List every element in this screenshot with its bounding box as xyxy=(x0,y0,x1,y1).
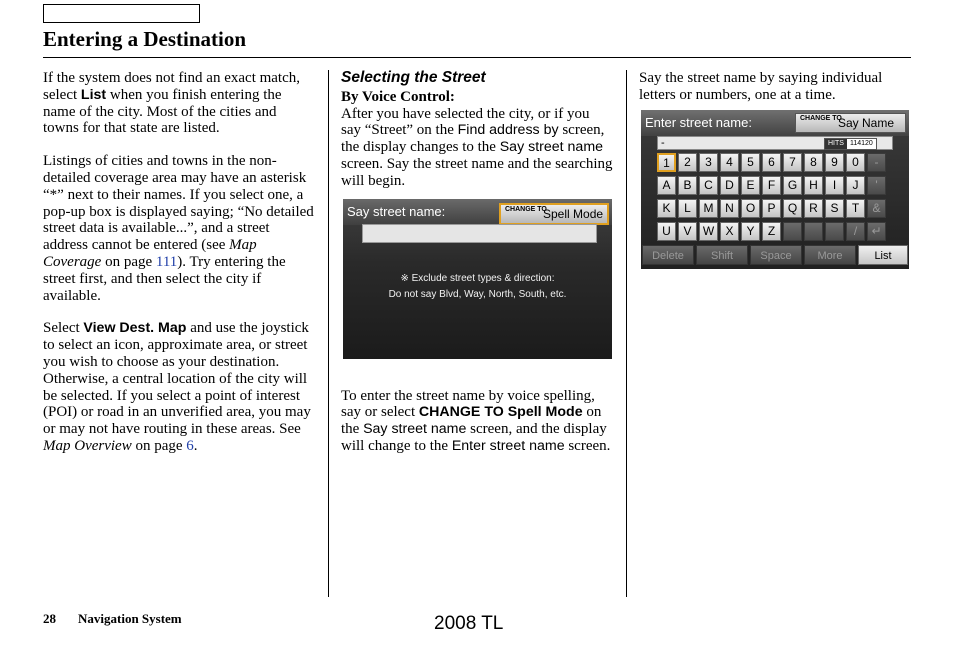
keyboard-key[interactable]: H xyxy=(804,176,823,195)
hits-label: HITS xyxy=(825,139,847,149)
keyboard-key[interactable]: 1 xyxy=(657,153,676,172)
footer-label: Navigation System xyxy=(78,611,182,626)
screen1-note-line1: ※ Exclude street types & direction: xyxy=(400,273,555,284)
keyboard-key[interactable]: G xyxy=(783,176,802,195)
keyboard-key[interactable]: K xyxy=(657,199,676,218)
enter-street-name-term: Enter street name xyxy=(451,437,565,454)
screen1-note xyxy=(343,271,612,303)
enter-street-name-screen xyxy=(641,110,909,269)
screen1-note-line2: Do not say Blvd, Way, North, South, etc. xyxy=(388,289,567,300)
column-divider-1 xyxy=(328,70,329,597)
map-overview-ref: Map Overview xyxy=(43,437,132,454)
paragraph-list-selection: If the system does not find an exact match, select List when you finish entering the name of the city. Most of the cities and towns for that state are listed. xyxy=(43,70,301,137)
keyboard-key[interactable]: C xyxy=(699,176,718,195)
page-title: Entering a Destination xyxy=(43,27,247,51)
spell-mode-button[interactable] xyxy=(499,203,609,225)
keyboard-key[interactable]: 7 xyxy=(783,153,802,172)
keyboard-key[interactable]: & xyxy=(867,199,886,218)
change-to-label-2: CHANGE TO xyxy=(800,115,842,122)
map-coverage-ref: Map Coverage xyxy=(43,237,257,270)
say-name-button[interactable] xyxy=(795,113,906,133)
keyboard-key[interactable]: 4 xyxy=(720,153,739,172)
say-street-name-term: Say street name xyxy=(499,139,604,156)
more-key[interactable]: More xyxy=(804,245,856,265)
say-street-name-screen xyxy=(343,199,612,359)
page-111-link[interactable]: 111 xyxy=(155,253,178,270)
keyboard-key[interactable]: O xyxy=(741,199,760,218)
keyboard-key[interactable]: - xyxy=(867,153,886,172)
keyboard-key[interactable]: A xyxy=(657,176,676,195)
keyboard-key[interactable]: R xyxy=(804,199,823,218)
keyboard-key[interactable]: T xyxy=(846,199,865,218)
footer-model: 2008 TL xyxy=(434,613,504,634)
keyboard-function-row xyxy=(642,245,909,265)
keyboard-row xyxy=(657,153,888,172)
hits-counter xyxy=(824,138,877,150)
list-term: List xyxy=(80,86,107,103)
paragraph-coverage: Listings of cities and towns in the non-detailed coverage area may have an asterisk “*” next to their names. If you select one, a pop-up box is displayed saying; “No detailed street data is available...”, and a street address cannot be entered (see Map Coverage on page 111). Try entering the street first, and then select the city if available. xyxy=(43,153,314,304)
change-to-spell-mode-term: CHANGE TO Spell Mode xyxy=(418,404,583,421)
keyboard-key[interactable]: ' xyxy=(867,176,886,195)
keyboard-key[interactable]: / xyxy=(846,222,865,241)
keyboard-key[interactable]: W xyxy=(699,222,718,241)
section-heading: Selecting the Street xyxy=(341,69,486,86)
paragraph-view-dest-map: Select View Dest. Map and use the joystick to select an icon, approximate area, or street you wish to choose as your destination. Otherwise, a central location of the city will be selected. If you select a point of interest (POI) or road in an unverified area, you may or may not have routing in these areas. See Map Overview on page 6. xyxy=(43,320,311,454)
screen2-title: Enter street name: xyxy=(645,115,752,130)
keyboard-key[interactable]: X xyxy=(720,222,739,241)
keyboard-key[interactable]: U xyxy=(657,222,676,241)
voice-control-subheading: By Voice Control: xyxy=(341,88,455,105)
column-1 xyxy=(43,70,315,471)
title-rule xyxy=(43,57,911,58)
keyboard-key[interactable]: Q xyxy=(783,199,802,218)
spell-mode-label: Spell Mode xyxy=(543,207,604,221)
change-to-label: CHANGE TO xyxy=(505,206,547,213)
keyboard-key[interactable]: Z xyxy=(762,222,781,241)
keyboard-key[interactable]: 9 xyxy=(825,153,844,172)
keyboard-key[interactable] xyxy=(804,222,823,241)
keyboard-key[interactable]: L xyxy=(678,199,697,218)
screen1-name-field xyxy=(362,224,597,243)
say-street-name-term-2: Say street name xyxy=(363,421,467,438)
keyboard-key[interactable]: J xyxy=(846,176,865,195)
keyboard-key[interactable]: M xyxy=(699,199,718,218)
screen1-title: Say street name: xyxy=(347,204,446,219)
keyboard-key[interactable]: 2 xyxy=(678,153,697,172)
keyboard-row xyxy=(657,199,888,218)
keyboard-key[interactable]: 8 xyxy=(804,153,823,172)
keyboard-key[interactable] xyxy=(825,222,844,241)
keyboard-key[interactable]: Y xyxy=(741,222,760,241)
keyboard-key[interactable]: N xyxy=(720,199,739,218)
keyboard-key[interactable]: 6 xyxy=(762,153,781,172)
find-address-term: Find address by xyxy=(457,122,559,139)
column-divider-2 xyxy=(626,70,627,597)
keyboard-row xyxy=(657,222,888,241)
header-tab-box xyxy=(43,4,200,23)
keyboard-key[interactable]: D xyxy=(720,176,739,195)
keyboard-key[interactable]: 5 xyxy=(741,153,760,172)
keyboard-key[interactable]: I xyxy=(825,176,844,195)
keyboard-key[interactable]: S xyxy=(825,199,844,218)
paragraph-voice-intro: After you have selected the city, or if you say “Street” on the Find address by screen, the display changes to the Say street name screen. Say the street name and the searching will begin. xyxy=(341,105,613,189)
paragraph-spelling: Say the street name by saying individual letters or numbers, one at a time. xyxy=(639,70,883,103)
keyboard-key[interactable]: V xyxy=(678,222,697,241)
keyboard-key[interactable]: P xyxy=(762,199,781,218)
page-6-link[interactable]: 6 xyxy=(186,437,194,454)
screen1-header xyxy=(343,199,612,225)
keyboard-key[interactable]: 0 xyxy=(846,153,865,172)
footer-page-number: 28 xyxy=(43,611,56,626)
hits-value: 114120 xyxy=(849,140,873,147)
space-key[interactable]: Space xyxy=(750,245,802,265)
view-dest-map-term: View Dest. Map xyxy=(83,320,187,337)
street-name-input[interactable]: - xyxy=(657,136,893,150)
say-name-label: Say Name xyxy=(838,116,895,130)
screen2-header xyxy=(641,110,909,136)
shift-key[interactable]: Shift xyxy=(696,245,748,265)
keyboard-key[interactable]: E xyxy=(741,176,760,195)
keyboard-key[interactable]: F xyxy=(762,176,781,195)
keyboard-key[interactable]: ↵ xyxy=(867,222,886,241)
keyboard-row xyxy=(657,176,888,195)
keyboard-key[interactable] xyxy=(783,222,802,241)
paragraph-spell-mode: To enter the street name by voice spelling, say or select CHANGE TO Spell Mode on the Say street name screen, and the display will change to the Enter street name screen. xyxy=(341,387,611,454)
delete-key[interactable]: Delete xyxy=(642,245,694,265)
keyboard-key[interactable]: 3 xyxy=(699,153,718,172)
keyboard-key[interactable]: B xyxy=(678,176,697,195)
list-key[interactable]: List xyxy=(858,245,908,265)
